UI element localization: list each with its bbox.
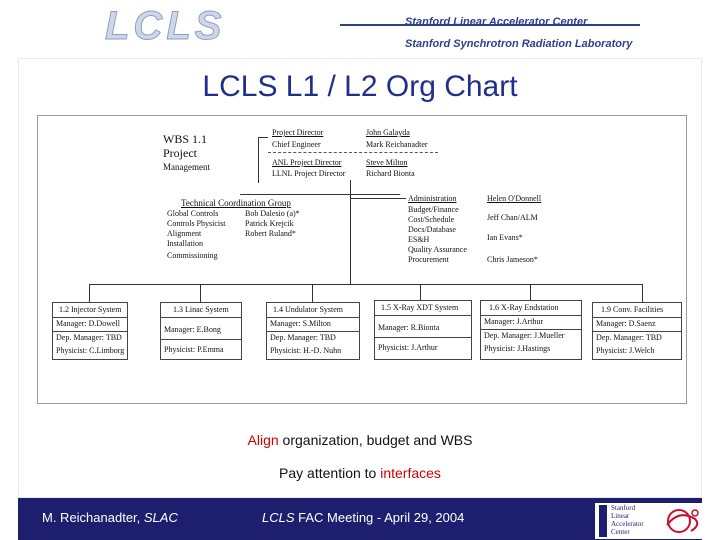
logo-line: Linear xyxy=(611,512,630,520)
org-chart xyxy=(37,115,687,404)
system-physicist: Physicist: C.Limborg xyxy=(56,346,125,355)
system-manager: Manager: S.Milton xyxy=(270,319,331,328)
system-box-injector xyxy=(52,302,128,360)
system-manager: Manager: J.Arthur xyxy=(484,317,544,326)
meeting-org: LCLS xyxy=(262,510,295,525)
system-title: 1.2 Injector System xyxy=(59,305,122,314)
role-chief-engineer: Chief Engineer xyxy=(272,140,321,149)
logo-bar xyxy=(599,505,607,537)
system-title: 1.4 Undulator System xyxy=(273,305,343,314)
connector-line xyxy=(240,194,400,195)
lcls-logo: LCLS xyxy=(105,4,226,48)
name-project-director: John Galayda xyxy=(366,128,410,137)
role-project-director: Project Director xyxy=(272,128,324,137)
tcg-title: Technical Coordination Group xyxy=(181,198,291,208)
name-anl-director: Steve Milton xyxy=(366,158,408,167)
connector-line xyxy=(258,137,268,138)
admin-role: Budget/Finance xyxy=(408,205,459,214)
bullet-text: Pay attention to xyxy=(279,465,381,481)
system-manager: Manager: D.Dowell xyxy=(56,319,120,328)
wbs-number: WBS 1.1 xyxy=(163,132,208,146)
admin-role: Procurement xyxy=(408,255,449,264)
system-physicist: Physicist: P.Emma xyxy=(164,345,224,354)
name-chief-engineer: Mark Reichanadter xyxy=(366,140,428,149)
admin-role: Docs/Database xyxy=(408,225,456,234)
tcg-role: Commissioning xyxy=(167,251,218,260)
system-title: 1.3 Linac System xyxy=(173,305,229,314)
logo-line: Accelerator xyxy=(611,520,644,528)
bullet-highlight: Align xyxy=(247,432,279,448)
admin-name: Chris Jameson* xyxy=(487,255,538,264)
tcg-role: Installation xyxy=(167,239,203,248)
tcg-role: Alignment xyxy=(167,229,202,238)
role-llnl-director: LLNL Project Director xyxy=(272,169,346,178)
system-deputy: Dep. Manager: TBD xyxy=(56,333,122,342)
tcg-role: Controls Physicist xyxy=(167,219,226,228)
system-deputy: Dep. Manager: J.Mueller xyxy=(484,331,565,340)
admin-role: ES&H xyxy=(408,235,430,244)
system-deputy: Dep. Manager: TBD xyxy=(270,333,336,342)
bullet-align xyxy=(0,432,720,448)
admin-role: Cost/Schedule xyxy=(408,215,455,224)
management-divider xyxy=(268,152,438,153)
system-manager: Manager: D.Saenz xyxy=(596,319,656,328)
institution-ssrl: Stanford Synchrotron Radiation Laboratory xyxy=(405,38,633,50)
connector-line xyxy=(350,198,406,199)
admin-role: Quality Assurance xyxy=(408,245,467,254)
connector-line xyxy=(200,284,201,302)
system-box-xtod xyxy=(374,300,472,360)
tcg-name: Patrick Krejcik xyxy=(245,219,294,228)
logo-line: Center xyxy=(611,528,630,536)
admin-name: Helen O'Donnell xyxy=(487,194,542,203)
wbs-management: Management xyxy=(163,162,210,172)
system-physicist: Physicist: J.Hastings xyxy=(484,344,551,353)
system-title: 1.5 X-Ray XDT System xyxy=(381,303,459,312)
connector-line xyxy=(312,284,313,302)
connector-line xyxy=(642,284,643,302)
footer-meeting xyxy=(262,510,464,525)
footer-author xyxy=(42,510,178,525)
system-manager: Manager: R.Bionta xyxy=(378,323,440,332)
meeting-date: FAC Meeting - April 29, 2004 xyxy=(294,510,465,525)
name-llnl-director: Richard Bionta xyxy=(366,169,415,178)
system-box-linac xyxy=(160,302,242,360)
bullet-interfaces xyxy=(0,465,720,481)
system-box-conventional xyxy=(592,302,682,360)
tcg-name: Robert Ruland* xyxy=(245,229,296,238)
admin-name: Jeff Chan/ALM xyxy=(487,213,538,222)
logo-text xyxy=(611,504,644,536)
system-title: 1.9 Conv. Facilities xyxy=(601,305,664,314)
tcg-role: Global Controls xyxy=(167,209,219,218)
logo-swirl-icon xyxy=(661,505,703,537)
tcg-name: Bob Dalesio (a)* xyxy=(245,209,300,218)
bullet-text: organization, budget and WBS xyxy=(278,432,473,448)
wbs-project: Project xyxy=(163,146,197,160)
system-physicist: Physicist: H.-D. Nuhn xyxy=(270,346,342,355)
admin-name: Ian Evans* xyxy=(487,233,523,242)
logo-line: Stanford xyxy=(611,504,636,512)
system-physicist: Physicist: J.Welch xyxy=(596,346,655,355)
institution-slac: Stanford Linear Accelerator Center xyxy=(405,16,588,28)
system-box-undulator xyxy=(266,302,360,360)
systems-bus xyxy=(89,284,642,285)
system-box-endstation xyxy=(480,300,582,360)
bullet-highlight: interfaces xyxy=(380,465,441,481)
author-name: M. Reichanadter, xyxy=(42,510,144,525)
author-org: SLAC xyxy=(143,510,178,525)
system-physicist: Physicist: J.Arthur xyxy=(378,343,438,352)
slide-title: LCLS L1 / L2 Org Chart xyxy=(202,70,518,103)
system-deputy: Dep. Manager: TBD xyxy=(596,333,662,342)
system-title: 1.6 X-Ray Endstation xyxy=(489,303,559,312)
admin-role: Administration xyxy=(408,194,457,203)
connector-line xyxy=(89,284,90,302)
connector-main-trunk xyxy=(350,180,351,284)
system-manager: Manager: E.Bong xyxy=(164,325,221,334)
slac-logo xyxy=(595,503,707,539)
connector-line xyxy=(258,137,259,183)
role-anl-director: ANL Project Director xyxy=(272,158,342,167)
